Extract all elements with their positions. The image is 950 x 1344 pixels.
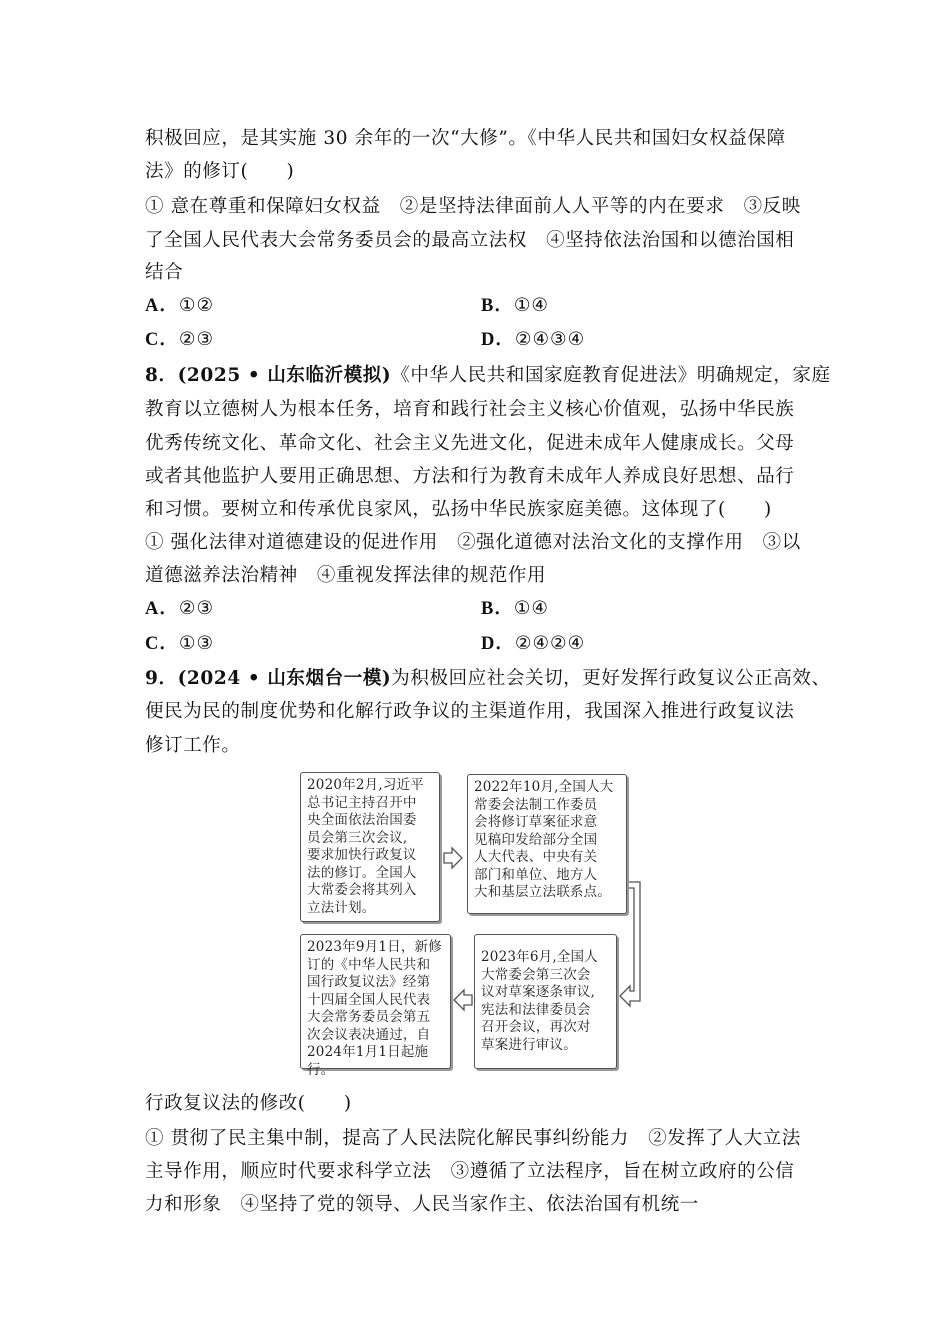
- q8-stem-line-3: 优秀传统文化、革命文化、社会主义先进文化，促进未成年人健康成长。父母: [145, 433, 795, 454]
- q8-items-line-1: ① 强化法律对道德建设的促进作用 ②强化道德对法治文化的支撑作用 ③以: [145, 532, 801, 553]
- box2-line: 部门和单位、地方人: [474, 866, 598, 883]
- q7-items-line-3: 结合: [145, 262, 184, 283]
- box2-line: 常委会法制工作委员: [474, 796, 598, 813]
- box4-line: 2023年9月1日，新修: [307, 939, 442, 955]
- flow-box-2022: [467, 774, 627, 914]
- arrow-1-to-2: [444, 848, 462, 868]
- q8-option-b-text: ①④: [513, 598, 550, 619]
- box2-line: 人大代表、中央有关: [474, 849, 598, 865]
- q9-question: 行政复议法的修改( ): [145, 1093, 352, 1114]
- q8-option-d-letter: D．: [481, 634, 515, 654]
- box3-line: 议对草案逐条审议,: [481, 984, 596, 1000]
- box3-line: 大常委会第三次会: [481, 966, 591, 983]
- q8-option-c-text: ①③: [178, 633, 215, 654]
- q7-option-a-text: ①②: [178, 295, 215, 316]
- q8-option-a-letter: A．: [145, 599, 179, 619]
- box3-line: 2023年6月,全国人: [481, 949, 598, 965]
- box1-line: 员会第三次会议,: [307, 829, 408, 846]
- q9-items-line-2: 主导作用，顺应时代要求科学立法 ③遵循了立法程序，旨在树立政府的公信: [145, 1161, 795, 1182]
- box4-line: 2024年1月1日起施行。: [307, 1044, 429, 1078]
- box1-line: 总书记主持召开中: [307, 794, 417, 811]
- flow-box-2023-sept: [300, 934, 451, 1078]
- q7-option-c-text: ②③: [178, 329, 215, 350]
- q7-option-b-text: ①④: [513, 295, 550, 316]
- q7-option-a-letter: A．: [145, 296, 179, 316]
- q8-option-b-letter: B．: [481, 599, 514, 619]
- box2-line: 见稿印发给部分全国: [474, 831, 598, 848]
- q8-stem-line-1-text: 《中华人民共和国家庭教育促进法》明确规定，家庭: [391, 365, 831, 386]
- flow-box-2020: [300, 772, 440, 922]
- q8-stem-line-2: 教育以立德树人为根本任务，培育和践行社会主义核心价值观，弘扬中华民族: [145, 399, 795, 420]
- q9-number: 9．: [145, 668, 178, 689]
- box3-line: 宪法和法律委员会: [481, 1001, 591, 1018]
- box4-line: 国行政复议法》经第: [307, 974, 431, 990]
- box2-line: 大和基层立法联系点。: [474, 884, 611, 900]
- q9-stem-line-3: 修订工作。: [145, 735, 241, 756]
- q8-items-line-2: 道德滋养法治精神 ④重视发挥法律的规范作用: [145, 565, 547, 586]
- q7-stem-line-1: 积极回应，是其实施 30 余年的一次“大修”。《中华人民共和国妇女权益保障: [145, 128, 786, 149]
- box4-line: 十四届全国人民代表: [307, 991, 431, 1008]
- q9-items-line-3: 力和形象 ④坚持了党的领导、人民当家作主、依法治国有机统一: [145, 1194, 699, 1215]
- q8-option-c-letter: C．: [145, 634, 179, 654]
- box1-line: 央全面依法治国委: [307, 812, 417, 828]
- box3-line: 召开会议，再次对: [481, 1019, 591, 1035]
- q7-option-b-letter: B．: [481, 296, 514, 316]
- q7-option-c-letter: C．: [145, 330, 179, 350]
- q8-option-a-text: ②③: [178, 598, 215, 619]
- box4-line: 订的《中华人民共和: [307, 956, 431, 973]
- box2-line: 会将修订草案征求意: [474, 814, 598, 830]
- q8-stem-line-4: 或者其他监护人要用正确思想、方法和行为教育未成年人养成良好思想、品行: [145, 466, 795, 487]
- q7-items-line-2: 了全国人民代表大会常务委员会的最高立法权 ④坚持依法治国和以德治国相: [145, 230, 795, 251]
- q7-items-line-1: ① 意在尊重和保障妇女权益 ②是坚持法律面前人人平等的内在要求 ③反映: [145, 196, 801, 217]
- box1-line: 法的修订。全国人: [307, 864, 417, 881]
- box2-line: 2022年10月,全国人大: [474, 779, 614, 795]
- q9-stem-line-1-text: 为积极回应社会关切，更好发挥行政复议公正高效、: [391, 668, 831, 689]
- box1-line: 大常委会将其列入: [307, 882, 417, 898]
- flow-box-2023-june: [474, 934, 617, 1069]
- q8-source: (2025 • 山东临沂模拟): [177, 365, 392, 386]
- box3-line: 草案进行审议。: [481, 1036, 577, 1053]
- q8-number: 8．: [145, 365, 178, 386]
- arrow-3-to-4: [454, 990, 472, 1010]
- q7-option-d-text: ②④③④: [514, 329, 586, 350]
- box1-line: 立法计划。: [307, 899, 376, 916]
- q9-items-line-1: ① 贯彻了民主集中制，提高了人民法院化解民事纠纷能力 ②发挥了人大立法: [145, 1128, 801, 1149]
- box4-line: 次会议表决通过，自: [307, 1026, 431, 1043]
- q8-stem-line-5: 和习惯。要树立和传承优良家风，弘扬中华民族家庭美德。这体现了( ): [145, 499, 772, 520]
- box1-line: 要求加快行政复议: [307, 847, 417, 863]
- box1-line: 2020年2月,习近平: [307, 777, 424, 793]
- box4-line: 大会常务委员会第五: [307, 1009, 431, 1025]
- q7-stem-line-2: 法》的修订( ): [145, 161, 295, 182]
- q7-option-d-letter: D．: [481, 330, 515, 350]
- q9-source: (2024 • 山东烟台一模): [177, 668, 392, 689]
- q8-option-d-text: ②④②④: [514, 633, 586, 654]
- q9-stem-line-2: 便民为民的制度优势和化解行政争议的主渠道作用，我国深入推进行政复议法: [145, 701, 795, 722]
